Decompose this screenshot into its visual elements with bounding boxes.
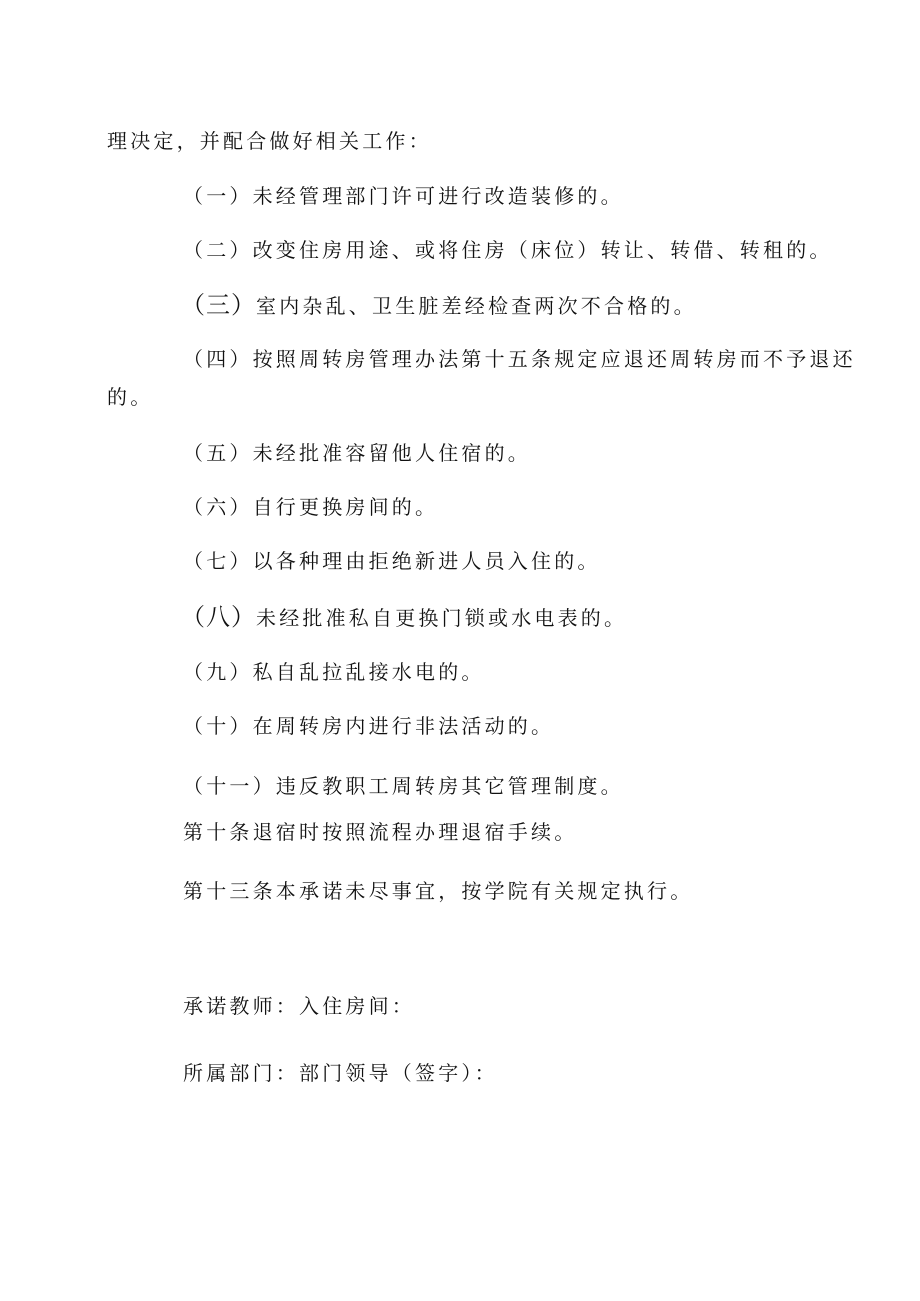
item-number: （二） <box>183 238 253 262</box>
list-item-3 <box>181 293 697 318</box>
list-item-4-continuation: 的。 <box>107 385 154 409</box>
item-number: （十一） <box>183 774 276 798</box>
list-item-11 <box>183 774 624 798</box>
item-number: （三） <box>181 291 256 319</box>
item-number: （九） <box>183 660 253 684</box>
list-item-5 <box>183 441 531 465</box>
signature-teacher-line: 承诺教师：入住房间： <box>183 994 415 1018</box>
list-item-6 <box>183 495 438 519</box>
item-number: （五） <box>183 441 253 465</box>
list-item-7 <box>183 549 601 573</box>
article-10: 第十条退宿时按照流程办理退宿手续。 <box>183 820 578 844</box>
item-number: （六） <box>183 495 253 519</box>
item-number: （一） <box>183 184 253 208</box>
item-text: 未经批准容留他人住宿的。 <box>252 441 532 465</box>
item-number: （七） <box>183 549 253 573</box>
item-text: 私自乱拉乱接水电的。 <box>252 660 485 684</box>
list-item-4 <box>183 347 856 371</box>
intro-continuation: 理决定，并配合做好相关工作： <box>107 129 432 153</box>
item-text: 按照周转房管理办法第十五条规定应退还周转房而不予退还 <box>252 347 856 371</box>
item-text: 以各种理由拒绝新进人员入住的。 <box>252 549 601 573</box>
item-text: 自行更换房间的。 <box>252 495 439 519</box>
list-item-1 <box>183 184 624 208</box>
item-text: 改变住房用途、或将住房（床位）转让、转借、转租的。 <box>252 238 833 262</box>
list-item-2 <box>183 238 833 262</box>
item-text: 在周转房内进行非法活动的。 <box>252 714 555 738</box>
item-text: 未经管理部门许可进行改造装修的。 <box>252 184 624 208</box>
article-13: 第十三条本承诺未尽事宜，按学院有关规定执行。 <box>183 879 694 903</box>
item-number: （十） <box>183 714 253 738</box>
list-item-10 <box>183 714 554 738</box>
signature-department-line: 所属部门：部门领导（签字）： <box>183 1061 498 1085</box>
list-item-8 <box>181 605 627 630</box>
item-number: （四） <box>183 347 253 371</box>
item-text: 室内杂乱、卫生脏差经检查两次不合格的。 <box>256 294 697 318</box>
item-text: 未经批准私自更换门锁或水电表的。 <box>256 606 628 630</box>
item-text: 违反教职工周转房其它管理制度。 <box>275 774 624 798</box>
list-item-9 <box>183 660 485 684</box>
item-number: （八） <box>181 603 256 631</box>
